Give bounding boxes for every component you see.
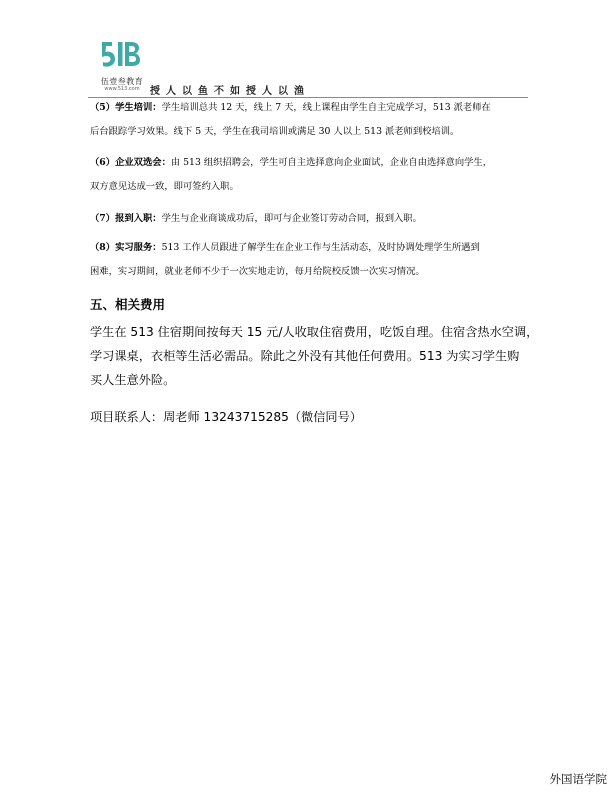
- list-item-6: [90, 151, 538, 199]
- list-item-line: [90, 151, 538, 175]
- page-header: [88, 36, 528, 96]
- item-title: 实习服务：: [115, 242, 162, 253]
- contact-line: 项目联系人：周老师 13243715285（微信同号）: [90, 410, 362, 424]
- footer-note: 外国语学院: [549, 772, 607, 786]
- logo-url: www.513.com: [104, 86, 140, 92]
- item-number: （7）: [90, 213, 116, 224]
- item-number: （6）: [90, 157, 116, 168]
- header-slogan: 授人以鱼不如授人以渔: [150, 86, 310, 97]
- item-title: 企业双选会：: [115, 157, 171, 168]
- list-item-7: [90, 207, 538, 231]
- logo-name: 伍壹叁教育: [100, 77, 144, 86]
- list-item-5: [90, 96, 538, 144]
- item-title: 报到入职：: [115, 213, 162, 224]
- fees-paragraph: [90, 320, 550, 392]
- list-item-line: [90, 207, 538, 231]
- list-item-line: [90, 96, 538, 120]
- item-text: 学生与企业商谈成功后，即可与企业签订劳动合同，报到入职。: [161, 213, 422, 224]
- paragraph-line: 买人生意外险。: [90, 373, 176, 387]
- list-item-8: [90, 236, 538, 284]
- item-text-continued: 困难，实习期间，就业老师不少于一次实地走访，每月给院校反馈一次实习情况。: [90, 266, 425, 277]
- item-number: （5）: [90, 102, 116, 113]
- item-text: 由 513 组织招聘会，学生可自主选择意向企业面试，企业自由选择意向学生，: [170, 157, 493, 168]
- item-title: 学生培训：: [115, 102, 162, 113]
- paragraph-line: 学习课桌，衣柜等生活必需品。除此之外没有其他任何费用。513 为实习学生购: [90, 349, 520, 363]
- paragraph-line: 学生在 513 住宿期间按每天 15 元/人收取住宿费用，吃饭自理。住宿含热水空调，: [90, 325, 539, 339]
- item-text: 学生培训总共 12 天，线上 7 天，线上课程由学生自主完成学习，513 派老师在: [161, 102, 491, 113]
- item-number: （8）: [90, 242, 116, 253]
- item-text-continued: 双方意见达成一致，即可签约入职。: [90, 181, 239, 192]
- item-text: 513 工作人员跟进了解学生在企业工作与生活动态，及时协调处理学生所遇到: [161, 242, 480, 253]
- list-item-line: [90, 236, 538, 260]
- item-text-continued: 后台跟踪学习效果。线下 5 天，学生在我司培训或满足 30 人以上 513 派老师到校培训。: [90, 126, 460, 137]
- section-title-fees: 五、相关费用: [90, 297, 166, 312]
